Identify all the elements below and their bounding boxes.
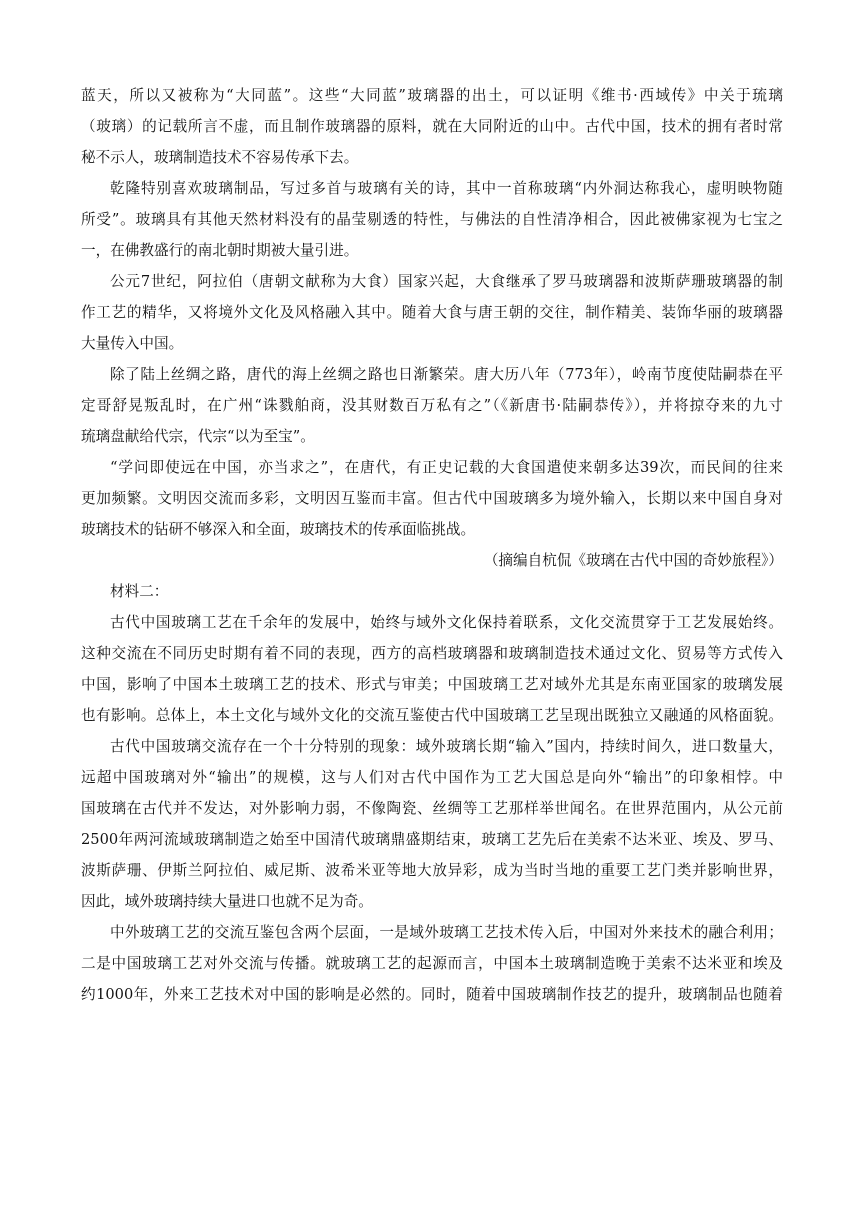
text-line: 玻璃技术的钻研不够深入和全面，玻璃技术的传承面临挑战。 — [81, 521, 476, 538]
text-line: 因此，域外玻璃持续大量进口也就不足为奇。 — [81, 893, 373, 910]
text-line: 国玻璃在古代并不发达，对外影响力弱，不像陶瓷、丝绸等工艺那样举世闻名。在世界范围内，从公元前 — [81, 800, 783, 817]
text-line: （玻璃）的记载所言不虚，而且制作玻璃器的原料，就在大同附近的山中。古代中国，技术的拥有者时常 — [81, 118, 783, 135]
text-line: 中国，影响了中国本土玻璃工艺的技术、形式与审美；中国玻璃工艺对域外尤其是东南亚国家的玻璃发展 — [81, 676, 783, 693]
paragraph — [81, 359, 783, 452]
text-line: 大量传入中国。 — [81, 335, 184, 352]
text-line: 蓝天，所以又被称为“大同蓝”。这些“大同蓝”玻璃器的出土，可以证明《维书·西域传》中关于琉璃 — [81, 87, 783, 104]
text-line: 一，在佛教盛行的南北朝时期被大量引进。 — [81, 242, 359, 259]
document-page — [81, 80, 783, 1010]
paragraph — [81, 607, 783, 731]
text-line: 约1000年，外来工艺技术对中国的影响是必然的。同时，随着中国玻璃制作技艺的提升，玻璃制品也随着 — [81, 986, 783, 1003]
text-line: 中外玻璃工艺的交流互鉴包含两个层面，一是域外玻璃工艺技术传入后，中国对外来技术的融合利用； — [110, 924, 783, 941]
text-line: 定哥舒晃叛乱时，在广州“诛戮舶商，没其财数百万私有之”（《新唐书·陆嗣恭传》），并将掠夺来的九寸 — [81, 397, 783, 414]
text-line: 波斯萨珊、伊斯兰阿拉伯、威尼斯、波希米亚等地大放异彩，成为当时当地的重要工艺门类并影响世界， — [81, 862, 783, 879]
material-two-label: 材料二： — [110, 583, 169, 600]
text-line: 乾隆特别喜欢玻璃制品，写过多首与玻璃有关的诗，其中一首称玻璃“内外洞达称我心，虚明映物随 — [110, 180, 783, 197]
text-line: 也有影响。总体上，本土文化与域外文化的交流互鉴使古代中国玻璃工艺呈现出既独立又融通的风格面貌。 — [81, 707, 783, 724]
paragraph — [81, 173, 783, 266]
text-line: 公元7世纪，阿拉伯（唐朝文献称为大食）国家兴起，大食继承了罗马玻璃器和波斯萨珊玻璃器的制 — [110, 273, 783, 290]
text-line: 更加频繁。文明因交流而多彩，文明因互鉴而丰富。但古代中国玻璃多为境外输入，长期以来中国自身对 — [81, 490, 783, 507]
text-line: 琉璃盘献给代宗，代宗“以为至宝”。 — [81, 428, 315, 445]
text-line: 所受”。玻璃具有其他天然材料没有的晶莹剔透的特性，与佛法的自性清净相合，因此被佛家视为七宝之 — [81, 211, 783, 228]
text-line: 古代中国玻璃交流存在一个十分特别的现象：域外玻璃长期“输入”国内，持续时间久，进口数量大， — [110, 738, 783, 755]
paragraph — [81, 731, 783, 917]
text-line: 2500年两河流域玻璃制造之始至中国清代玻璃鼎盛期结束，玻璃工艺先后在美索不达米亚、埃及、罗马、 — [81, 831, 783, 848]
text-line: 作工艺的精华，又将境外文化及风格融入其中。随着大食与唐王朝的交往，制作精美、装饰华丽的玻璃器 — [81, 304, 783, 321]
text-line: 秘不示人，玻璃制造技术不容易传承下去。 — [81, 149, 359, 166]
text-line: 这种交流在不同历史时期有着不同的表现，西方的高档玻璃器和玻璃制造技术通过文化、贸易等方式传入 — [81, 645, 783, 662]
source-citation: （摘编自杭侃《玻璃在古代中国的奇妙旅程》） — [483, 552, 783, 569]
text-line: 远超中国玻璃对外“输出”的规模，这与人们对古代中国作为工艺大国总是向外“输出”的印象相悖。中 — [81, 769, 783, 786]
text-line: “学问即使远在中国，亦当求之”，在唐代，有正史记载的大食国遣使来朝多达39次，而民间的往来 — [110, 459, 783, 476]
text-line: 除了陆上丝绸之路，唐代的海上丝绸之路也日渐繁荣。唐大历八年（773年），岭南节度使陆嗣恭在平 — [110, 366, 783, 383]
material-one — [81, 80, 783, 576]
text-line: 二是中国玻璃工艺对外交流与传播。就玻璃工艺的起源而言，中国本土玻璃制造晚于美索不达米亚和埃及 — [81, 955, 783, 972]
material-two — [81, 607, 783, 1010]
paragraph — [81, 80, 783, 173]
paragraph — [81, 452, 783, 545]
paragraph — [81, 917, 783, 1010]
paragraph — [81, 266, 783, 359]
text-line: 古代中国玻璃工艺在千余年的发展中，始终与域外文化保持着联系，文化交流贯穿于工艺发展始终。 — [110, 614, 783, 631]
